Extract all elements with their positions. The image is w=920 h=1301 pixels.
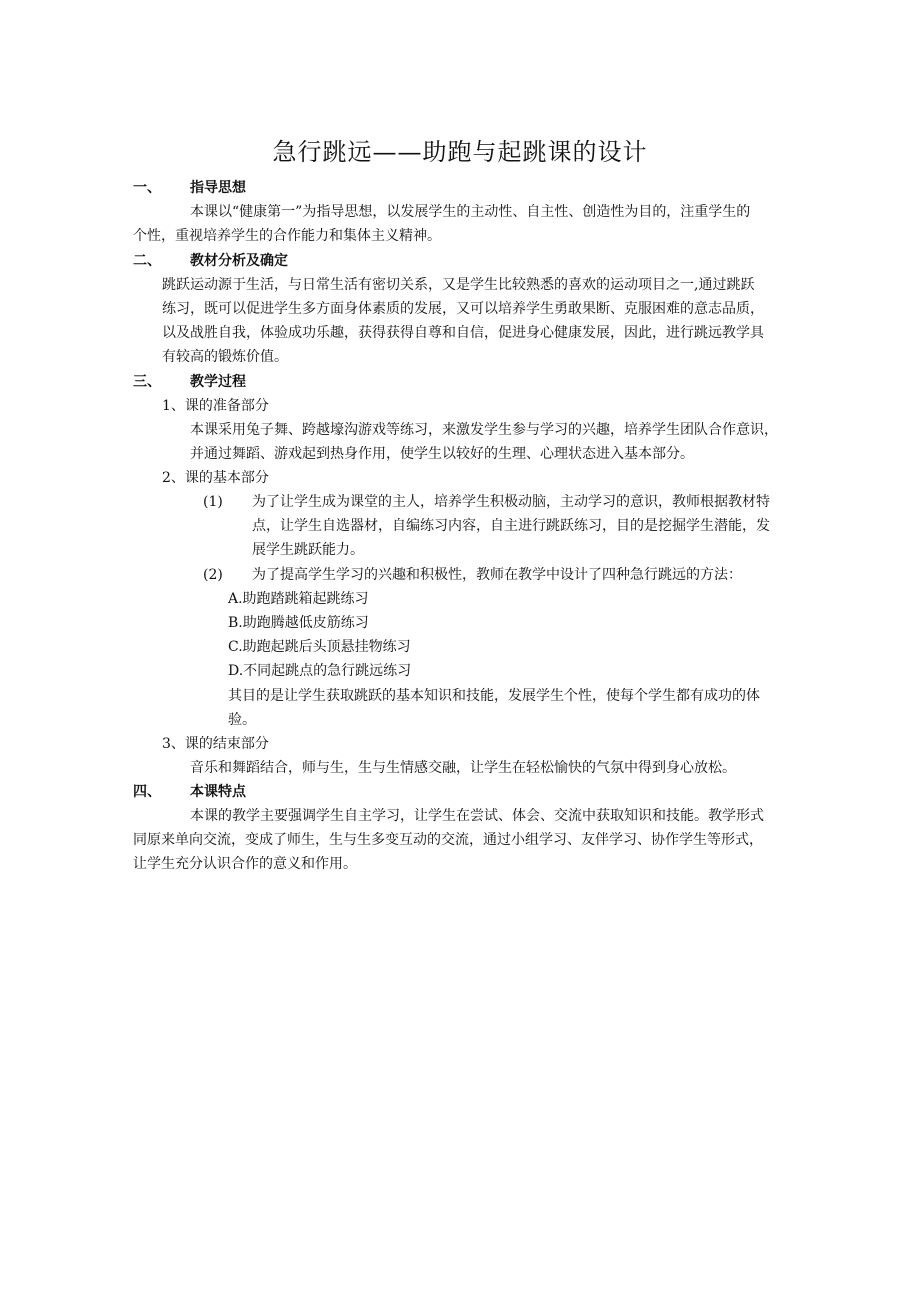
method-b: B.助跑腾越低皮筋练习: [228, 615, 369, 631]
part-3-label: 3、课的结束部分: [162, 736, 269, 752]
item-1-line: 点，让学生自选器材，自编练习内容，自主进行跳跃练习，目的是挖掘学生潜能，发: [252, 518, 770, 534]
purpose-line: 其目的是让学生获取跳跃的基本知识和技能，发展学生个性，使每个学生都有成功的体: [228, 688, 760, 704]
part-3-line: 音乐和舞蹈结合，师与生，生与生情感交融，让学生在轻松愉快的气氛中得到身心放松。: [190, 760, 736, 776]
item-1-line: 展学生跳跃能力。: [252, 542, 364, 558]
section-4-line: 本课的教学主要强调学生自主学习，让学生在尝试、体会、交流中获取知识和技能。教学形式: [190, 808, 764, 824]
section-1-number: 一、: [133, 180, 161, 196]
method-c: C.助跑起跳后头顶悬挂物练习: [228, 639, 411, 655]
section-4-number: 四、: [133, 784, 161, 800]
item-2-marker: (2): [203, 567, 223, 583]
part-1-label: 1、课的准备部分: [162, 398, 269, 414]
section-4-line: 同原来单向交流，变成了师生，生与生多变互动的交流，通过小组学习、友伴学习、协作学生等形式，: [133, 832, 763, 848]
section-3-number: 三、: [133, 374, 161, 390]
section-4-line: 让学生充分认识合作的意义和作用。: [133, 856, 357, 872]
part-1-line: 本课采用兔子舞、跨越壕沟游戏等练习，来激发学生参与学习的兴趣，培养学生团队合作意识，: [190, 422, 778, 438]
section-2-line: 练习，既可以促进学生多方面身体素质的发展，又可以培养学生勇敢果断、克服困难的意志品质，: [162, 301, 764, 317]
part-2-label: 2、课的基本部分: [162, 470, 269, 486]
document-title: 急行跳远——助跑与起跳课的设计: [272, 138, 648, 166]
section-2-line: 以及战胜自我，体验成功乐趣，获得获得自尊和自信，促进身心健康发展，因此，进行跳远教学具: [162, 325, 764, 341]
section-2-heading: 教材分析及确定: [190, 253, 288, 269]
section-1-line: 个性，重视培养学生的合作能力和集体主义精神。: [133, 228, 441, 244]
section-2-line: 有较高的锻炼价值。: [162, 349, 288, 365]
section-2-number: 二、: [133, 253, 161, 269]
purpose-line: 验。: [228, 712, 256, 728]
method-a: A.助跑踏跳箱起跳练习: [228, 591, 369, 607]
item-1-line: 为了让学生成为课堂的主人，培养学生积极动脑，主动学习的意识，教师根据教材特: [252, 494, 770, 510]
section-3-heading: 教学过程: [190, 374, 246, 390]
section-2-line: 跳跃运动源于生活，与日常生活有密切关系，又是学生比较熟悉的喜欢的运动项目之一,通过跳跃: [162, 277, 755, 293]
section-4-heading: 本课特点: [190, 784, 246, 800]
method-d: D.不同起跳点的急行跳远练习: [228, 663, 412, 679]
item-2-line: 为了提高学生学习的兴趣和积极性，教师在教学中设计了四种急行跳远的方法：: [252, 567, 742, 583]
section-1-line: 本课以“健康第一”为指导思想，以发展学生的主动性、自主性、创造性为目的，注重学生的: [190, 204, 751, 220]
part-1-line: 并通过舞蹈、游戏起到热身作用，使学生以较好的生理、心理状态进入基本部分。: [190, 446, 694, 462]
item-1-marker: (1): [203, 494, 223, 510]
section-1-heading: 指导思想: [190, 180, 246, 196]
